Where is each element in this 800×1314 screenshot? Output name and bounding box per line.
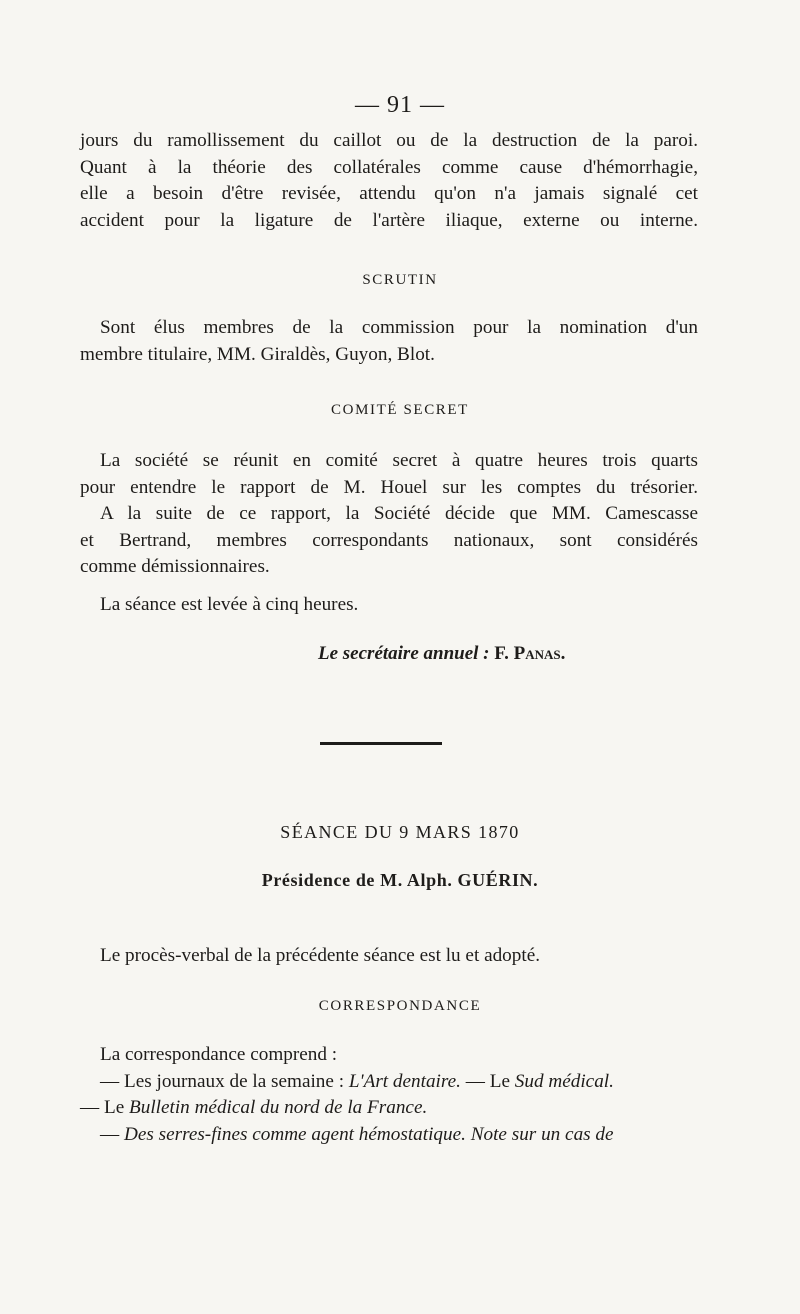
paragraph-line: accident pour la ligature de l'artère iliaque, externe ou interne. <box>80 209 698 231</box>
proces-verbal-text: Le procès-verbal de la précédente séance est lu et adopté. <box>100 945 541 966</box>
section-heading-scrutin: SCRUTIN <box>362 272 438 288</box>
list-item <box>80 1069 698 1096</box>
paragraph-line: membre titulaire, MM. Giraldès, Guyon, Blot. <box>80 343 435 365</box>
item-prefix: — Le <box>80 1097 125 1118</box>
paragraph-line: comme démissionnaires. <box>80 556 270 577</box>
comite-paragraph <box>80 448 698 581</box>
section-heading-correspondance: CORRESPONDANCE <box>318 998 482 1014</box>
intro-paragraph <box>80 128 698 234</box>
note-title: Des serres-fines comme agent hémostatique. Note sur un cas de <box>123 1123 614 1145</box>
paragraph-line: jours du ramollissement du caillot ou de la destruction de la paroi. <box>80 130 698 151</box>
section-heading-comite-secret: COMITÉ SECRET <box>331 402 469 418</box>
item-prefix: — Les journaux de la semaine : <box>100 1070 345 1092</box>
paragraph-line: elle a besoin d'être revisée, attendu qu'on n'a jamais signalé cet <box>80 183 698 204</box>
paragraph-line: A la suite de ce rapport, la Société décide que MM. Camescasse <box>100 503 698 524</box>
closing-line <box>80 592 698 619</box>
journal-title: Bulletin médical du nord de la France. <box>129 1097 428 1118</box>
paragraph-line: La société se réunit en comité secret à quatre heures trois quarts <box>100 450 698 471</box>
signature-name: F. Panas. <box>494 643 566 664</box>
correspondance-list <box>80 1042 698 1148</box>
paragraph-line: pour entendre le rapport de M. Houel sur les comptes du trésorier. <box>80 476 698 498</box>
section-divider <box>320 742 442 745</box>
signature <box>318 643 565 665</box>
signature-role: Le secrétaire annuel : <box>318 643 490 664</box>
paragraph-line: Quant à la théorie des collatérales comme cause d'hémorrhagie, <box>80 156 698 178</box>
scrutin-paragraph <box>80 315 698 368</box>
list-item <box>80 1095 698 1122</box>
closing-text: La séance est levée à cinq heures. <box>100 594 359 615</box>
item-prefix: — <box>100 1123 120 1145</box>
paragraph-line: Sont élus membres de la commission pour la nomination d'un <box>100 317 698 338</box>
list-item <box>80 1122 698 1149</box>
journal-title: Sud médical. <box>514 1070 614 1092</box>
presidence-line: Présidence de M. Alph. GUÉRIN. <box>261 870 539 890</box>
page-number: — 91 — <box>355 92 445 118</box>
journal-title: L'Art dentaire. <box>348 1070 461 1092</box>
seance-title: SÉANCE DU 9 MARS 1870 <box>280 822 520 842</box>
item-separator: — Le <box>465 1070 510 1092</box>
correspondance-intro: La correspondance comprend : <box>100 1044 338 1065</box>
proces-verbal-paragraph <box>80 943 698 970</box>
paragraph-line: et Bertrand, membres correspondants nationaux, sont considérés <box>80 529 698 551</box>
